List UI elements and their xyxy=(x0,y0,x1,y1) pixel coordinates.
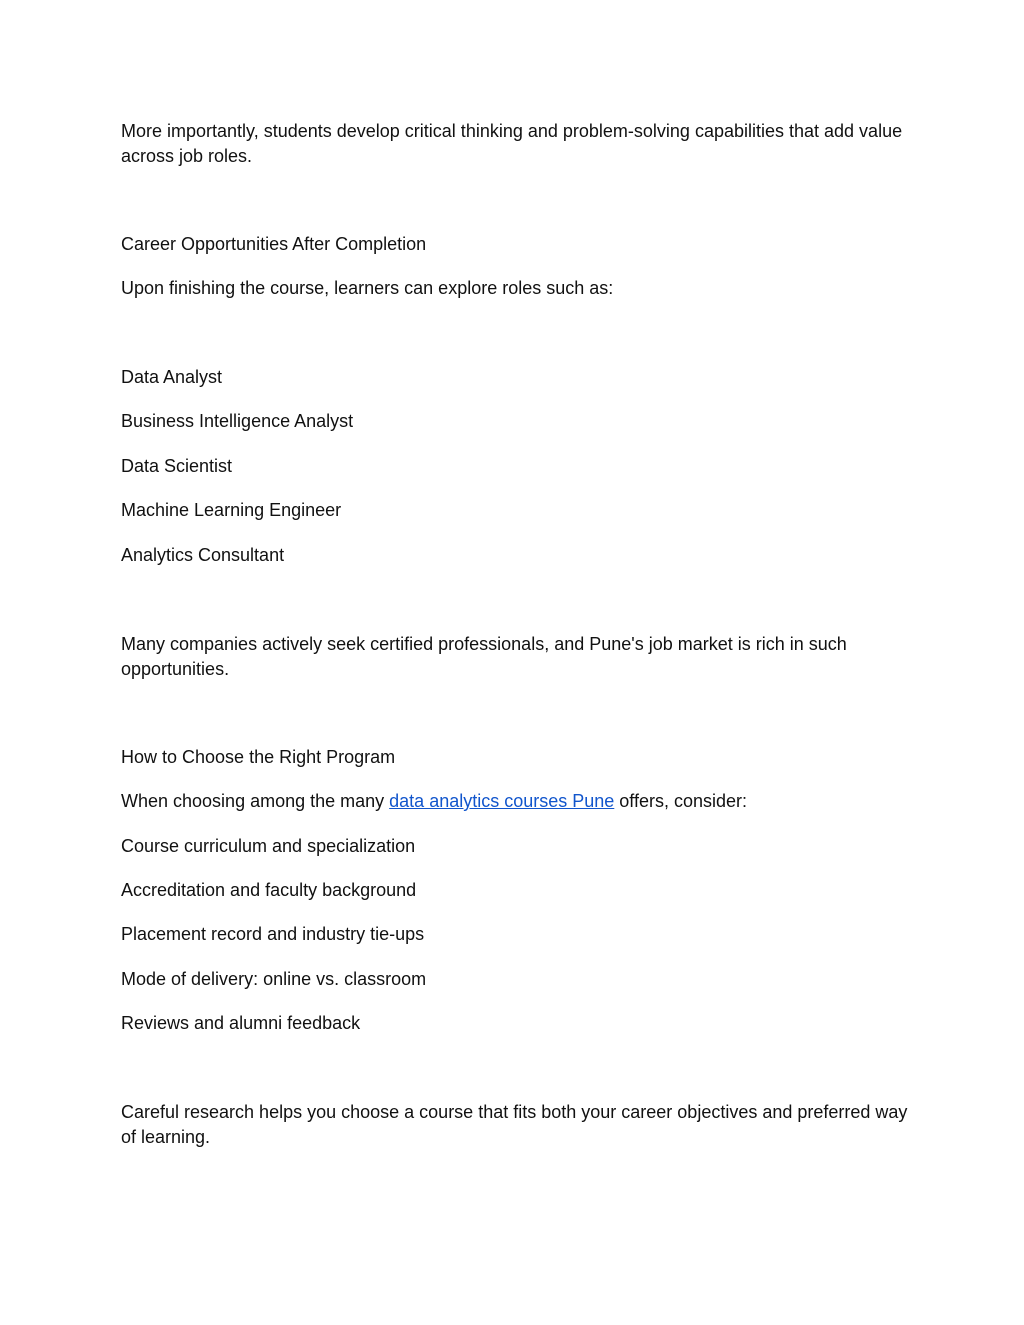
consider-text-before: When choosing among the many xyxy=(121,791,390,811)
list-item: Machine Learning Engineer xyxy=(121,500,342,520)
list-item: Course curriculum and specialization xyxy=(121,836,416,856)
section-heading-choose: How to Choose the Right Program xyxy=(121,747,396,767)
data-analytics-courses-link[interactable]: data analytics courses Pune xyxy=(389,791,615,811)
paragraph-critical-thinking: More importantly, students develop critical thinking and problem-solving capabilities that add value across job roles. xyxy=(121,121,903,166)
consider-text-after: offers, consider: xyxy=(614,791,748,811)
list-item: Data Scientist xyxy=(121,456,233,476)
list-item: Mode of delivery: online vs. classroom xyxy=(121,969,427,989)
list-item: Reviews and alumni feedback xyxy=(121,1013,361,1033)
list-item: Business Intelligence Analyst xyxy=(121,411,354,431)
paragraph-consider xyxy=(121,789,911,814)
list-item: Placement record and industry tie-ups xyxy=(121,924,425,944)
list-item: Data Analyst xyxy=(121,367,223,387)
paragraph-job-market: Many companies actively seek certified professionals, and Pune's job market is rich in such opportunities. xyxy=(121,634,847,679)
paragraph-roles-intro: Upon finishing the course, learners can explore roles such as: xyxy=(121,278,614,298)
section-heading-career: Career Opportunities After Completion xyxy=(121,234,427,254)
list-item: Analytics Consultant xyxy=(121,545,285,565)
list-item: Accreditation and faculty background xyxy=(121,880,417,900)
paragraph-careful-research: Careful research helps you choose a course that fits both your career objectives and preferred way of learning. xyxy=(121,1102,908,1147)
